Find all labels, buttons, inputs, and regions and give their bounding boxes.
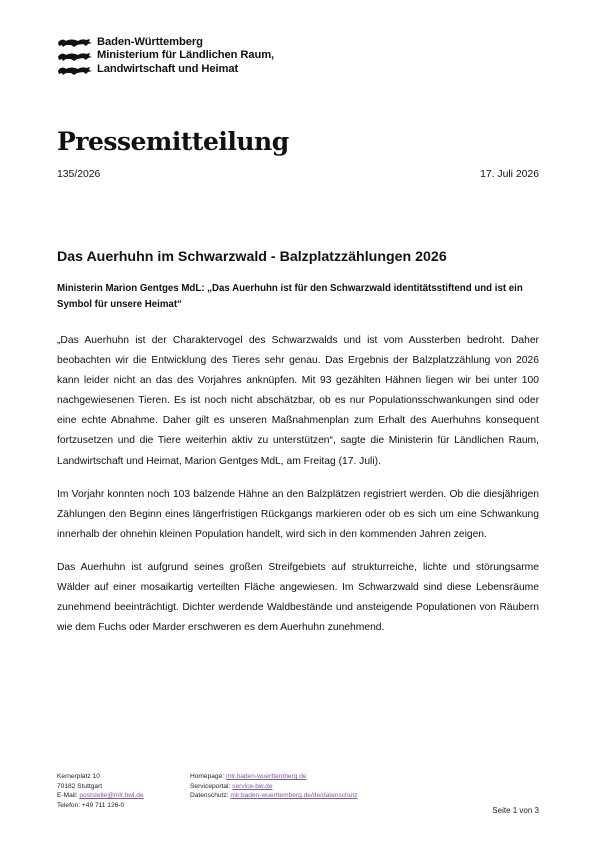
logo-line-state: Baden-Württemberg bbox=[97, 36, 203, 48]
footer-phone: Telefon: +49 711 126-0 bbox=[57, 802, 125, 810]
footer-privacy-label: Datenschutz: bbox=[190, 792, 229, 800]
document-type-title: Pressemitteilung bbox=[57, 127, 289, 156]
lion-icon bbox=[57, 37, 93, 48]
lion-icon bbox=[57, 65, 93, 76]
footer-homepage-link[interactable]: mlr.baden-wuerttemberg.de bbox=[225, 773, 307, 780]
footer-privacy-link[interactable]: mlr.baden-wuerttemberg.de/de/datenschutz bbox=[230, 792, 358, 800]
footer-homepage-label: Homepage: bbox=[190, 773, 225, 780]
footer-service-label: Serviceportal: bbox=[190, 782, 231, 790]
logo-text bbox=[97, 36, 274, 76]
logo-line-ministry-cont: Landwirtschaft und Heimat bbox=[97, 62, 239, 75]
paragraph: Das Auerhuhn ist aufgrund seines großen Streifgebiets auf strukturreiche, lichte und störungsarme Wälder auf einer mosaikartig verteilten Fläche angewiesen. Im Schwarzwald sind diese Lebensräume zunehmend beeinträchtigt. Dichter werdende Waldbestände und ansteigende Populationen von Räubern wie dem Fuchs oder Marder erschweren es dem Auerhuhn zunehmend. bbox=[57, 561, 539, 634]
footer-address-city: 70182 Stuttgart bbox=[57, 782, 103, 790]
footer-address-street: Kernerplatz 10 bbox=[57, 773, 100, 780]
paragraph: Im Vorjahr konnten noch 103 balzende Hähne an den Balzplätzen registriert werden. Ob die diesjährigen Zählungen den Beginn eines längerfristigen Rückgangs markieren oder ob es sich um eine Schwankung innerhalb der ohnehin kleinen Population handelt, wird sich in den kommenden Jahren zeigen. bbox=[57, 488, 539, 540]
footer-privacy-row bbox=[190, 791, 358, 801]
logo-line-ministry: Ministerium für Ländlichen Raum, bbox=[97, 49, 275, 62]
footer-service-link[interactable]: service-bw.de bbox=[232, 782, 273, 790]
lion-icon bbox=[57, 51, 93, 62]
footer-web bbox=[190, 772, 358, 801]
footer-homepage-row bbox=[190, 772, 358, 782]
footer-email-link[interactable]: poststelle@mlr.bwl.de bbox=[79, 792, 144, 800]
footer-contact bbox=[57, 772, 144, 811]
press-release-number: 135/2026 bbox=[57, 169, 101, 180]
body-text bbox=[57, 331, 539, 651]
headline: Das Auerhuhn im Schwarzwald - Balzplatzzählungen 2026 bbox=[57, 249, 447, 265]
footer-email-row bbox=[57, 791, 144, 801]
ministry-logo bbox=[57, 36, 297, 78]
subheadline: Ministerin Marion Gentges MdL: „Das Auerhuhn ist für den Schwarzwald identitätsstiftend und ist ein Symbol für unsere Heimat“ bbox=[57, 283, 523, 310]
paragraph: „Das Auerhuhn ist der Charaktervogel des Schwarzwalds und ist vom Aussterben bedroht. Daher beobachten wir die Entwicklung des Tieres sehr genau. Das Ergebnis der Balzplatzzählung von 2026 kann leider nicht an das des Vorjahres anknüpfen. Mit 93 gezählten Hähnen liegen wir bei unter 100 nachgewiesenen Tieren. Es ist noch nicht abschätzbar, ob es nur Populationsschwankungen sind oder eine echte Abnahme. Daher gilt es unseren Maßnahmenplan zum Erhalt des Auerhuhns konsequent fortzusetzen und die Tiere weiterhin aktiv zu unterstützen“, sagte die Ministerin für Ländlichen Raum, Landwirtschaft und Heimat, Marion Gentges MdL, am Freitag (17. Juli). bbox=[57, 335, 539, 467]
footer-email-label: E-Mail: bbox=[57, 792, 78, 800]
press-release-date: 17. Juli 2026 bbox=[480, 169, 539, 180]
footer-service-row bbox=[190, 782, 358, 792]
page-number: Seite 1 von 3 bbox=[492, 806, 539, 815]
